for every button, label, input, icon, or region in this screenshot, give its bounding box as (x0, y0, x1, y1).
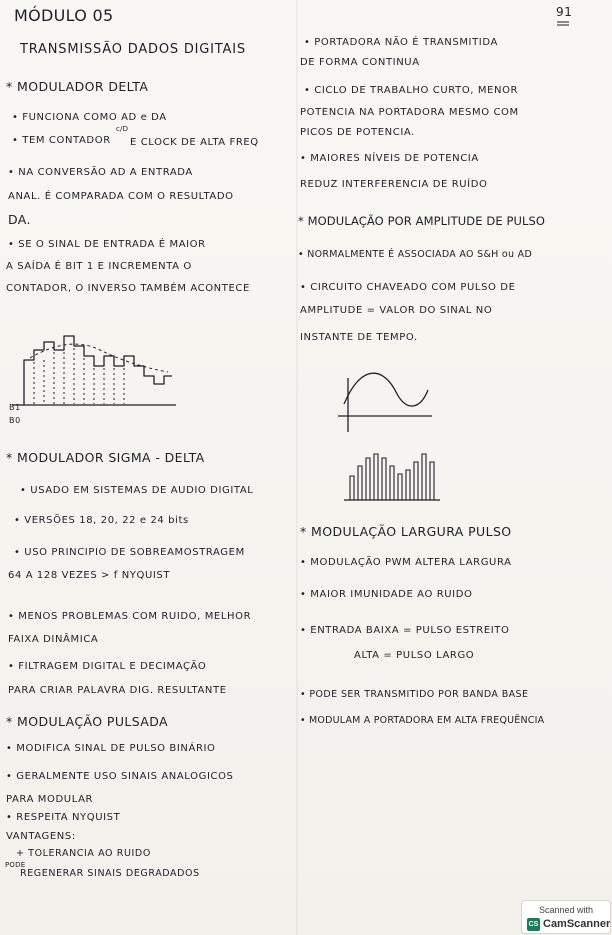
delta-line-2-superscript: c/D (116, 125, 129, 133)
pam-line-1: • NORMALMENTE É ASSOCIADA AO S&H ou AD (298, 249, 533, 260)
pam-line-2: • CIRCUITO CHAVEADO COM PULSO DE (300, 282, 516, 293)
sigma-line-1: • USADO EM SISTEMAS DE AUDIO DIGITAL (20, 485, 254, 496)
right-line-1: • PORTADORA NÃO É TRANSMITIDA (304, 37, 498, 48)
section-subtitle: TRANSMISSÃO DADOS DIGITAIS (20, 42, 246, 57)
sigma-heading: * MODULADOR SIGMA - DELTA (6, 450, 205, 465)
right-line-3: • CICLO DE TRABALHO CURTO, MENOR (304, 85, 519, 96)
right-line-5: PICOS DE POTENCIA. (300, 127, 415, 138)
delta-heading: * MODULADOR DELTA (6, 79, 149, 94)
delta-line-8: CONTADOR, O INVERSO TAMBÉM ACONTECE (6, 283, 250, 294)
right-line-6: • MAIORES NÍVEIS DE POTENCIA (300, 153, 479, 164)
pulsada-line-1: • MODIFICA SINAL DE PULSO BINÁRIO (6, 743, 216, 754)
page-title: MÓDULO 05 (14, 6, 114, 25)
right-line-4: POTENCIA NA PORTADORA MESMO COM (300, 107, 519, 118)
pulsada-line-6: + TOLERANCIA AO RUIDO (16, 848, 151, 859)
sigma-line-4: 64 A 128 VEZES > f NYQUIST (8, 570, 171, 581)
sigma-line-3: • USO PRINCIPIO DE SOBREAMOSTRAGEM (14, 547, 245, 558)
delta-line-6: • SE O SINAL DE ENTRADA É MAIOR (8, 239, 206, 250)
delta-line-7: A SAÍDA É BIT 1 E INCREMENTA O (6, 261, 192, 272)
pwm-line-3: • ENTRADA BAIXA = PULSO ESTREITO (300, 625, 510, 636)
page-number: 91 (556, 5, 573, 19)
bit0-label: B0 (9, 416, 21, 425)
sigma-line-2: • VERSÕES 18, 20, 22 e 24 bits (14, 515, 189, 526)
camscanner-logo-icon: CS (527, 918, 540, 931)
bit1-label: B1 (9, 403, 21, 412)
delta-line-4: ANAL. É COMPARADA COM O RESULTADO (8, 191, 234, 202)
sigma-line-5: • MENOS PROBLEMAS COM RUIDO, MELHOR (8, 611, 252, 622)
sigma-line-7: • FILTRAGEM DIGITAL E DECIMAÇÃO (8, 661, 207, 672)
pwm-line-2: • MAIOR IMUNIDADE AO RUIDO (300, 589, 473, 600)
pulsada-line-3: PARA MODULAR (6, 794, 94, 805)
camscanner-brand: CamScanner (543, 918, 611, 930)
pulsada-line-2: • GERALMENTE USO SINAIS ANALOGICOS (6, 771, 234, 782)
delta-line-3: • NA CONVERSÃO AD A ENTRADA (8, 167, 193, 178)
sigma-line-8: PARA CRIAR PALAVRA DIG. RESULTANTE (8, 685, 227, 696)
delta-line-5: DA. (8, 212, 31, 227)
pulsada-heading: * MODULAÇÃO PULSADA (6, 714, 169, 729)
pwm-line-6: • MODULAM A PORTADORA EM ALTA FREQUÊNCIA (300, 715, 545, 726)
pwm-line-5: • PODE SER TRANSMITIDO POR BANDA BASE (300, 689, 529, 700)
pwm-line-4: ALTA = PULSO LARGO (354, 650, 475, 661)
pulsada-line-7-prefix: PODE (5, 861, 26, 869)
pulsada-line-7: REGENERAR SINAIS DEGRADADOS (20, 868, 200, 879)
delta-line-2-rest: E CLOCK DE ALTA FREQ (130, 137, 259, 148)
pam-line-3: AMPLITUDE = VALOR DO SINAL NO (300, 305, 493, 316)
pwm-heading: * MODULAÇÃO LARGURA PULSO (300, 524, 512, 539)
pam-line-4: INSTANTE DE TEMPO. (300, 332, 418, 343)
delta-line-2: • TEM CONTADOR (12, 135, 111, 146)
pulsada-line-5: VANTAGENS: (6, 831, 76, 842)
right-line-2: DE FORMA CONTINUA (300, 57, 420, 68)
right-line-7: REDUZ INTERFERENCIA DE RUÍDO (300, 179, 488, 190)
camscanner-watermark (521, 900, 611, 934)
pam-heading: * MODULAÇÃO POR AMPLITUDE DE PULSO (298, 214, 546, 228)
pulsada-line-4: • RESPEITA NYQUIST (6, 812, 121, 823)
pwm-line-1: • MODULAÇÃO PWM ALTERA LARGURA (300, 557, 512, 568)
sigma-line-6: FAIXA DINÂMICA (8, 634, 99, 645)
delta-line-1: • FUNCIONA COMO AD e DA (12, 112, 167, 123)
camscanner-caption: Scanned with (538, 905, 594, 915)
